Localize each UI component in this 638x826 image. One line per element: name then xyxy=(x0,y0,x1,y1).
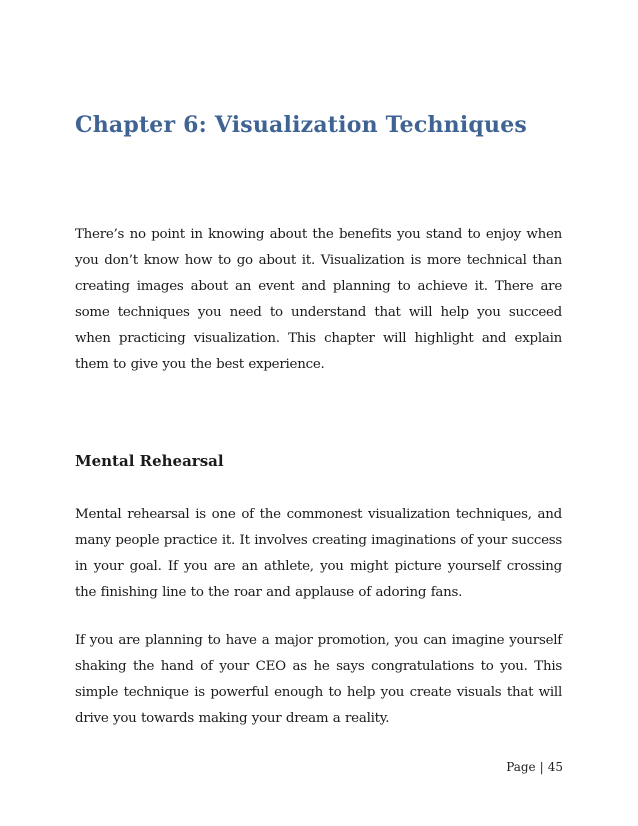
page-number: 45 xyxy=(547,760,563,774)
section-paragraph-2: If you are planning to have a major promotion, you can imagine yourself shaking the hand of your CEO as he says congratulations to you. This simple technique is powerful enough to help you create visuals that will drive you towards making your dream a reality. xyxy=(75,633,562,726)
intro-paragraph: There’s no point in knowing about the benefits you stand to enjoy when you don’t know how to go about it. Visualization is more technical than creating images about an event and planning to achieve it. There are some techniques you need to understand that will help you succeed when practicing visualization. This chapter will highlight and explain them to give you the best experience. xyxy=(75,227,562,372)
page-footer xyxy=(506,760,563,774)
section-paragraph-1: Mental rehearsal is one of the commonest visualization techniques, and many people practice it. It involves creating imaginations of your success in your goal. If you are an athlete, you might picture yourself crossing the finishing line to the roar and applause of adoring fans. xyxy=(75,507,562,600)
page-label: Page xyxy=(506,760,536,774)
page-separator: | xyxy=(539,760,544,774)
section-heading: Mental Rehearsal xyxy=(75,452,224,470)
chapter-title: Chapter 6: Visualization Techniques xyxy=(75,112,527,138)
